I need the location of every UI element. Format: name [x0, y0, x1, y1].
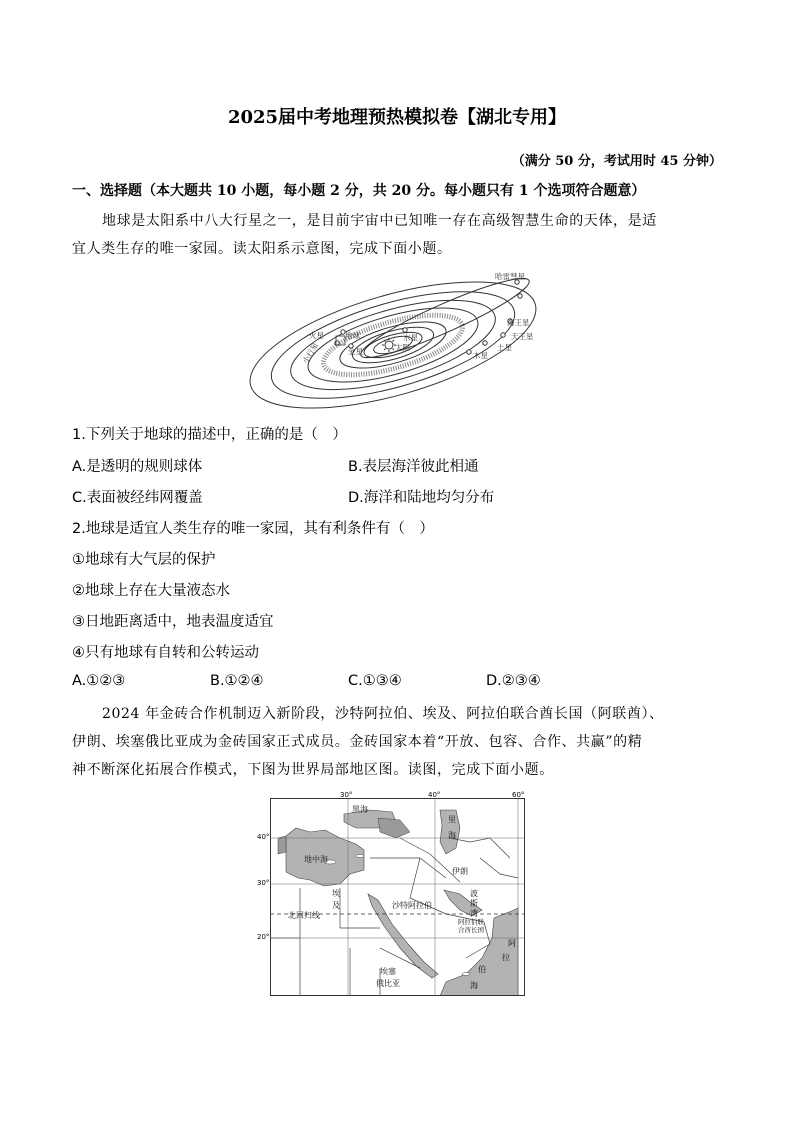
q2-item-2: ②地球上存在大量液态水	[72, 583, 230, 599]
q2-item-1: ①地球有大气层的保护	[72, 552, 216, 568]
passage-1-line-2: 宜人类生存的唯一家园。读太阳系示意图，完成下面小题。	[72, 241, 452, 257]
label-uae-1: 阿拉伯联	[458, 918, 484, 926]
label-ethiopia-1: 埃塞	[380, 967, 396, 976]
q1-option-c[interactable]: C.表面被经纬网覆盖	[72, 490, 203, 506]
q2-item-4: ④只有地球有自转和公转运动	[72, 645, 259, 661]
middle-east-map	[270, 798, 525, 996]
section-heading: 一、选择题（本大题共 10 小题，每小题 2 分，共 20 分。每小题只有 1 个选项符合题意）	[72, 183, 646, 199]
passage-2	[72, 700, 722, 784]
label-caspian-1: 里	[448, 815, 456, 824]
label-mercury: 水星	[403, 333, 418, 342]
passage-1	[72, 207, 722, 263]
label-black-sea: 黑海	[352, 805, 368, 814]
lat-label-30: 30°	[257, 879, 270, 887]
planet-mercury	[403, 328, 407, 332]
lon-label-40: 40°	[428, 791, 441, 799]
planet-mars	[335, 341, 339, 345]
label-venus: 金星	[348, 347, 363, 356]
label-ethiopia-2: 俄比亚	[376, 979, 400, 988]
label-mars: 火星	[309, 331, 324, 340]
label-arabian-sea-2: 拉	[502, 953, 510, 962]
lon-label-60: 60°	[512, 791, 525, 799]
label-uranus: 天王星	[511, 332, 534, 341]
label-gulf-1: 波	[470, 889, 478, 898]
lat-label-20: 20°	[257, 933, 270, 941]
label-asteroid: 小行星	[300, 341, 320, 365]
label-arabian-sea-3: 伯	[478, 965, 486, 974]
label-gulf-2: 斯	[470, 899, 478, 908]
q1-option-d[interactable]: D.海洋和陆地均匀分布	[348, 490, 495, 506]
label-egypt-2: 及	[332, 901, 340, 910]
planet-uranus	[501, 333, 505, 337]
label-earth: 地球	[345, 331, 360, 340]
q2-option-d[interactable]: D.②③④	[486, 673, 541, 689]
solar-system-diagram	[245, 268, 555, 413]
exam-info: （满分 50 分，考试用时 45 分钟）	[511, 154, 722, 169]
lon-label-30: 30°	[340, 791, 353, 799]
label-uae-2: 合酋长国	[458, 926, 484, 934]
lat-label-40: 40°	[257, 833, 270, 841]
label-iran: 伊朗	[452, 867, 468, 876]
label-arabian-sea-4: 海	[470, 981, 478, 990]
label-caspian-2: 海	[448, 831, 456, 840]
label-mediterranean: 地中海	[304, 855, 328, 864]
land-shade-west	[278, 836, 286, 854]
planet-jupiter	[467, 350, 471, 354]
orbit-neptune	[245, 268, 549, 413]
q2-option-b[interactable]: B.①②④	[210, 673, 264, 689]
q2-option-c[interactable]: C.①③④	[348, 673, 402, 689]
label-jupiter: 木星	[473, 351, 488, 360]
label-sun: 太阳	[395, 343, 410, 352]
q2-stem: 2.地球是适宜人类生存的唯一家园，其有利条件有（ ）	[72, 521, 434, 537]
label-saudi: 沙特阿拉伯	[392, 901, 432, 910]
q1-option-a[interactable]: A.是透明的规则球体	[72, 459, 203, 475]
passage-1-line-1: 地球是太阳系中八大行星之一，是目前宇宙中已知唯一存在高级智慧生命的天体，是适	[102, 213, 657, 229]
passage-2-line-2: 伊朗、埃塞俄比亚成为金砖国家正式成员。金砖国家本着“开放、包容、合作、共赢”的精	[72, 734, 643, 750]
passage-2-line-1: 2024 年金砖合作机制迈入新阶段，沙特阿拉伯、埃及、阿拉伯联合酋长国（阿联酋）、	[102, 706, 664, 722]
label-arabian-sea-1: 阿	[508, 939, 516, 948]
page-title: 2025届中考地理预热模拟卷【湖北专用】	[227, 107, 567, 128]
sun-icon	[382, 338, 396, 352]
planet-saturn	[483, 341, 487, 345]
q2-option-a[interactable]: A.①②③	[72, 673, 126, 689]
planet-halley-2	[518, 294, 522, 298]
label-gulf-3: 湾	[470, 909, 478, 918]
passage-2-line-3: 神不断深化拓展合作模式，下图为世界局部地区图。读图，完成下面小题。	[72, 762, 554, 778]
label-saturn: 土星	[497, 343, 512, 352]
q1-stem: 1.下列关于地球的描述中，正确的是（ ）	[72, 427, 347, 443]
q1-option-b[interactable]: B.表层海洋彼此相通	[348, 459, 479, 475]
label-egypt-1: 埃	[332, 889, 340, 898]
label-halley: 哈雷彗星	[495, 272, 525, 281]
label-tropic: 北回归线	[288, 911, 320, 920]
label-neptune: 海王星	[507, 318, 530, 327]
q2-item-3: ③日地距离适中，地表温度适宜	[72, 614, 274, 630]
